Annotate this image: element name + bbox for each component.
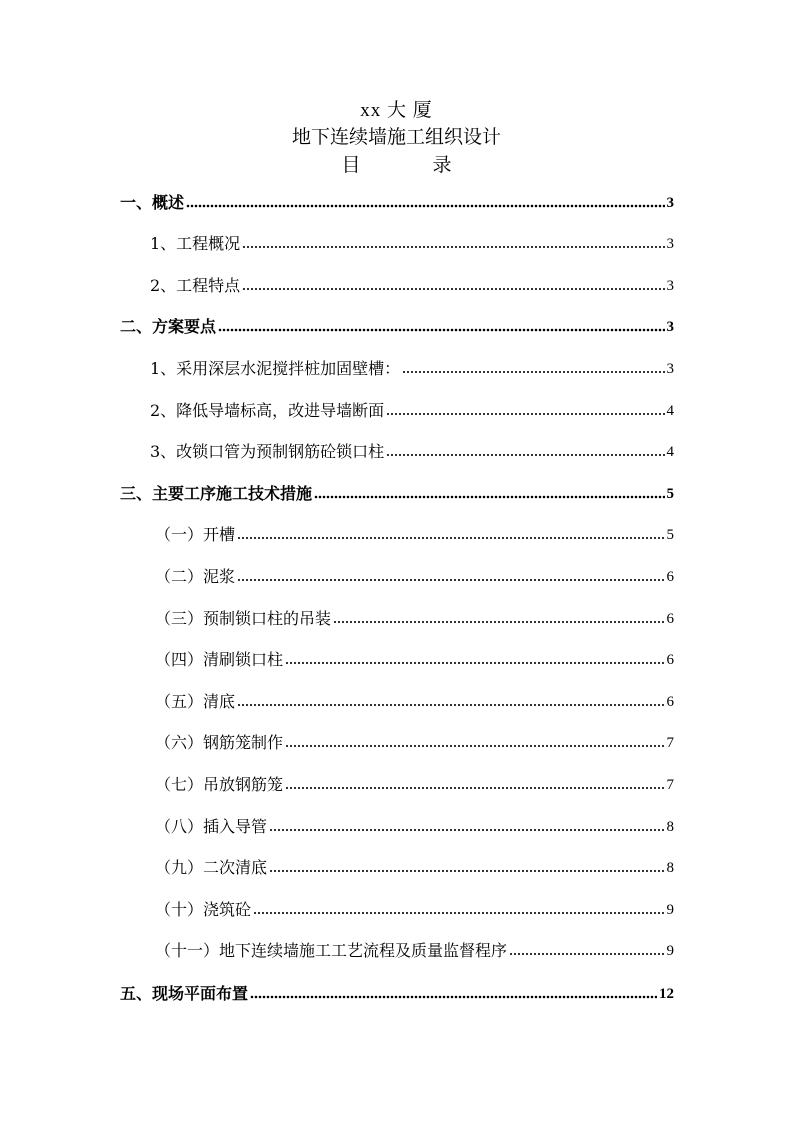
toc-entry-title: （一）开槽 (155, 525, 236, 544)
toc-dot-leader (285, 743, 664, 749)
toc-dot-leader (269, 868, 664, 874)
toc-dot-leader (218, 327, 664, 333)
toc-entry-title: （十）浇筑砼 (155, 900, 252, 919)
toc-heading-left: 目 (341, 154, 361, 176)
toc-entry[interactable] (155, 897, 674, 921)
toc-entry-page: 3 (666, 319, 674, 335)
toc-entry-page: 4 (666, 403, 674, 419)
toc-entry-page: 6 (666, 569, 674, 585)
document-title: 地下连续墙施工组织设计 (291, 126, 501, 148)
toc-entry-title: （七）吊放钢筋笼 (155, 775, 284, 794)
toc-dot-leader (402, 369, 664, 375)
toc-dot-leader (509, 951, 664, 957)
toc-dot-leader (237, 535, 664, 541)
toc-entry-page: 6 (666, 611, 674, 627)
toc-heading-right: 录 (432, 154, 452, 176)
toc-entry[interactable] (155, 564, 674, 588)
toc-entry-title: 三、主要工序施工技术措施 (120, 484, 313, 503)
toc-entry-page: 4 (666, 444, 674, 460)
toc-entry[interactable] (150, 231, 674, 255)
toc-entry-title: （十一）地下连续墙施工工艺流程及质量监督程序 (155, 941, 508, 960)
toc-entry[interactable] (155, 647, 674, 671)
toc-entry-page: 3 (666, 195, 674, 211)
toc-entry-title: （八）插入导管 (155, 817, 268, 836)
toc-entry-page: 7 (666, 735, 674, 751)
toc-dot-leader (186, 203, 664, 209)
toc-dot-leader (242, 286, 664, 292)
toc-entry-section-5[interactable] (120, 981, 674, 1005)
toc-entry[interactable] (155, 814, 674, 838)
toc-entry[interactable] (155, 606, 674, 630)
toc-entry-page: 8 (666, 819, 674, 835)
toc-entry-title: （六）钢筋笼制作 (155, 733, 284, 752)
toc-entry[interactable] (155, 522, 674, 546)
toc-entry[interactable] (155, 730, 674, 754)
toc-dot-leader (285, 660, 664, 666)
toc-dot-leader (285, 785, 664, 791)
toc-entry-page: 6 (666, 694, 674, 710)
toc-entry-title: 二、方案要点 (120, 317, 217, 336)
toc-entry[interactable] (155, 689, 674, 713)
toc-entry-title: （三）预制锁口柱的吊装 (155, 609, 332, 628)
toc-entry-title: 3、改锁口管为预制钢筋砼锁口柱 (150, 442, 385, 461)
toc-entry-title: 一、概述 (120, 193, 185, 212)
toc-entry-page: 3 (666, 236, 674, 252)
toc-entry-title: （二）泥浆 (155, 567, 236, 586)
toc-entry-page: 7 (666, 777, 674, 793)
toc-heading (0, 152, 793, 178)
toc-entry-page: 9 (666, 943, 674, 959)
toc-dot-leader (333, 619, 664, 625)
toc-entry-page: 3 (666, 361, 674, 377)
toc-entry-section-1[interactable] (120, 190, 674, 214)
toc-dot-leader (386, 452, 664, 458)
toc-entry-title: 1、采用深层水泥搅拌桩加固壁槽： (150, 359, 401, 378)
toc-dot-leader (250, 994, 657, 1000)
toc-entry-page: 8 (666, 860, 674, 876)
toc-dot-leader (237, 702, 664, 708)
toc-entry-title: 2、降低导墙标高，改进导墙断面 (150, 401, 385, 420)
toc-entry-page: 12 (659, 986, 674, 1002)
toc-entry-page: 3 (666, 278, 674, 294)
toc-dot-leader (242, 244, 664, 250)
toc-entry-title: 1、工程概况 (150, 234, 241, 253)
toc-entry[interactable] (150, 273, 674, 297)
toc-entry-page: 5 (666, 486, 674, 502)
toc-entry[interactable] (150, 398, 674, 422)
toc-entry-title: （四）清刷锁口柱 (155, 650, 284, 669)
toc-entry-section-2[interactable] (120, 314, 674, 338)
toc-dot-leader (237, 577, 664, 583)
toc-entry-title: 五、现场平面布置 (120, 984, 249, 1003)
building-name: xx 大 厦 (360, 100, 433, 121)
toc-entry[interactable] (150, 356, 674, 380)
toc-entry-page: 9 (666, 902, 674, 918)
toc-entry-title: （九）二次清底 (155, 858, 268, 877)
toc-dot-leader (386, 411, 664, 417)
toc-dot-leader (269, 827, 664, 833)
toc-dot-leader (253, 910, 664, 916)
toc-entry[interactable] (155, 772, 674, 796)
toc-entry-title: 2、工程特点 (150, 276, 241, 295)
toc-entry-title: （五）清底 (155, 692, 236, 711)
toc-entry-page: 6 (666, 652, 674, 668)
toc-dot-leader (314, 494, 664, 500)
toc-entry-page: 5 (666, 527, 674, 543)
toc-entry[interactable] (150, 439, 674, 463)
toc-entry-section-3[interactable] (120, 481, 674, 505)
toc-entry[interactable] (155, 938, 674, 962)
toc-entry[interactable] (155, 855, 674, 879)
